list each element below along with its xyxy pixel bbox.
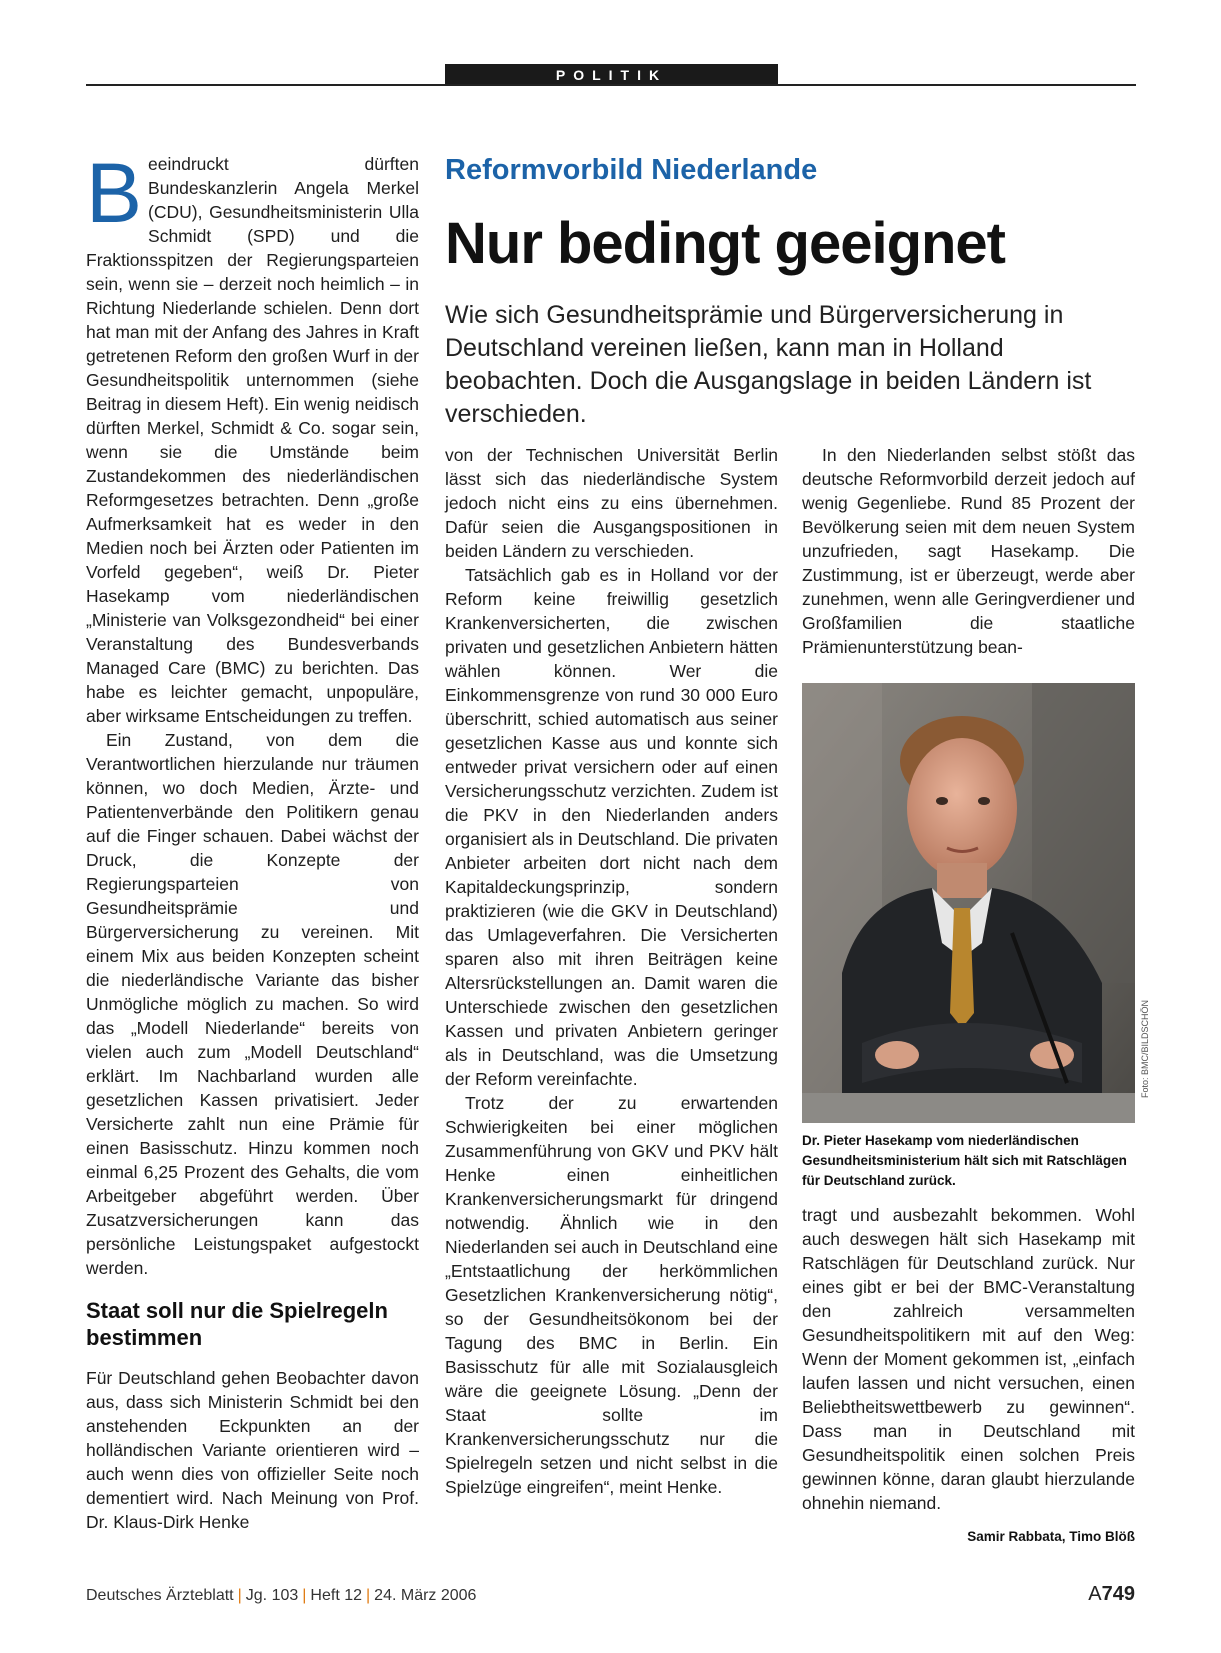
column-2 [445,443,778,1499]
col2-paragraph-3: Trotz der zu erwartenden Schwierigkeiten bei einer möglichen Zusammenführung von GKV und PKV hält Henke einen einheitlichen Krankenversicherungsmarkt für dringend notwendig. Ähnlich wie in den Niederlanden sei auch in Deutschland eine „Entstaatlichung der herkömmlichen Gesetzlichen Krankenversicherung nötig“, so der Gesundheitsökonom bei der Tagung des BMC in Berlin. Ein Basisschutz für alle mit Sozialausgleich wäre die geeignete Lösung. „Denn der Staat sollte im Krankenversicherungsschutz nur die Spielregeln setzen und nicht selbst in die Spielzüge eingreifen“, meint Henke. [445,1093,778,1497]
column-3 [802,443,1135,659]
column-1-bottom [86,1366,419,1534]
headline: Nur bedingt geeignet [445,211,1005,276]
drop-cap: B [86,146,143,240]
section-label: POLITIK [445,64,778,86]
footer-separator: | [366,1587,371,1604]
photo-caption: Dr. Pieter Hasekamp vom niederländischen Gesundheitsministerium hält sich mit Ratschlägen für Deutschland zurück. [802,1133,1127,1188]
col3-paragraph-2: tragt und ausbezahlt bekommen. Wohl auch deswegen hält sich Hasekamp mit Ratschlägen für Deutschland zurück. Nur eines gibt er bei der BMC-Veranstaltung den zahlreich versammelten Gesundheitspolitikern mit auf den Weg: Wenn der Moment gekommen ist, „einfach laufen lassen und nicht versuchen, einen Beliebtheitswettbewerb zu gewinnen“. Dass man in Deutschland mit Gesundheitspolitik einen solchen Preis gewinnen könne, daran glaubt hierzulande ohnehin niemand. [802,1205,1135,1513]
photo-credit: Foto: BMC/BILDSCHÖN [1140,999,1150,1098]
issue: Heft 12 [310,1587,363,1604]
subheading: Staat soll nur die Spielregeln bestimmen [86,1298,388,1350]
footer-info [86,1587,476,1605]
page-number-value: 749 [1101,1583,1135,1605]
deck: Wie sich Gesundheitsprämie und Bürgerversicherung in Deutschland vereinen ließen, kann man in Holland beobachten. Doch die Ausgangslage in beiden Ländern ist verschieden. [445,301,1092,428]
column-1 [86,146,419,1280]
footer-separator: | [302,1587,307,1604]
portrait-illustration [802,683,1135,1123]
portrait-photo [802,683,1135,1123]
header-rule [86,84,1136,86]
column-3-bottom [802,1203,1135,1515]
col1-paragraph-1-text: eeindruckt dürften Bundeskanzlerin Angela Merkel (CDU), Gesundheitsministerin Ulla Schmidt (SPD) und die Fraktionsspitzen der Regierungsparteien sein, wenn sie – derzeit noch heimlich – in Richtung Niederlande schielen. Denn dort hat man mit der Anfang des Jahres in Kraft getretenen Reform den großen Wurf in der Gesundheitspolitik unternommen (siehe Beitrag in diesem Heft). Ein wenig neidisch dürften Merkel, Schmidt & Co. sogar sein, wenn sie die Umstände beim Zustandekommen des niederländischen Reformgesetzes betrachten. Denn „große Aufmerksamkeit hat es weder in den Medien noch bei Ärzten oder Patienten im Vorfeld gegeben“, weiß Dr. Pieter Hasekamp vom niederländischen „Ministerie van Volksgezondheid“ bei einer Veranstaltung des Bundesverbands Managed Care (BMC) zu berichten. Das habe es leichter gemacht, unpopuläre, aber wirksame Entscheidungen zu treffen. [86,154,419,726]
journal-name: Deutsches Ärzteblatt [86,1587,234,1604]
col1-paragraph-2: Ein Zustand, von dem die Verantwortlichen hierzulande nur träumen können, wo doch Medien, Ärzte- und Patientenverbände den Politikern genau auf die Finger schauen. Dabei wächst der Druck, die Konzepte der Regierungsparteien von Gesundheitsprämie und Bürgerversicherung zu vereinen. Mit einem Mix aus beiden Konzepten scheint die niederländische Variante das bisher Unmögliche möglich zu machen. So wird das „Modell Niederlande“ bereits von vielen auch zum „Modell Deutschland“ erklärt. Im Nachbarland wurden alle gesetzlichen Kassen privatisiert. Jeder Versicherte zahlt nun eine Prämie für einen Basisschutz. Hinzu kommen noch einmal 6,25 Prozent des Gehalts, die vom Arbeitgeber abgeführt werden. Über Zusatzversicherungen kann das persönliche Leistungspaket aufgestockt werden. [86,730,419,1278]
issue-date: 24. März 2006 [374,1587,477,1604]
kicker: Reformvorbild Niederlande [445,154,818,186]
volume: Jg. 103 [245,1587,299,1604]
footer-separator: | [237,1587,242,1604]
page-number [1075,1583,1135,1606]
page-prefix: A [1088,1583,1102,1605]
col2-paragraph-2: Tatsächlich gab es in Holland vor der Reform keine freiwillig gesetzlich Krankenversicherten, die zwischen privaten und gesetzlichen Anbietern hätten wählen können. Wer die Einkommensgrenze von rund 30 000 Euro überschritt, schied automatisch aus seiner gesetzlichen Kasse aus und konnte sich entweder privat versichern oder auf einen Versicherungsschutz verzichten. Zudem ist die PKV in den Niederlanden anders organisiert als in Deutschland. Die privaten Anbieter arbeiten dort nicht nach dem Kapitaldeckungsprinzip, sondern praktizieren (wie die GKV in Deutschland) das Umlageverfahren. Die Versicherten sparen also mit ihren Beiträgen keine Altersrückstellungen an. Damit waren die Unterschiede zwischen den gesetzlichen Kassen und privaten Anbietern geringer als in Deutschland, was die Umsetzung der Reform vereinfachte. [445,565,778,1089]
author-byline: Samir Rabbata, Timo Blöß [967,1529,1135,1544]
col2-paragraph-1: von der Technischen Universität Berlin lässt sich das niederländische System jedoch nicht eins zu eins übernehmen. Dafür seien die Ausgangspositionen in beiden Ländern zu verschieden. [445,445,778,561]
col1-paragraph-1 [86,146,419,728]
col3-paragraph-1: In den Niederlanden selbst stößt das deutsche Reformvorbild derzeit jedoch auf wenig Gegenliebe. Rund 85 Prozent der Bevölkerung seien mit dem neuen System unzufrieden, sagt Hasekamp. Die Zustimmung, ist er überzeugt, werde aber zunehmen, wenn alle Geringverdiener und Großfamilien die staatliche Prämienunterstützung bean- [802,445,1135,657]
col1-paragraph-3: Für Deutschland gehen Beobachter davon aus, dass sich Ministerin Schmidt bei den anstehenden Eckpunkten an der holländischen Variante orientieren wird – auch wenn dies von offizieller Seite noch dementiert wird. Nach Meinung von Prof. Dr. Klaus-Dirk Henke [86,1368,419,1532]
